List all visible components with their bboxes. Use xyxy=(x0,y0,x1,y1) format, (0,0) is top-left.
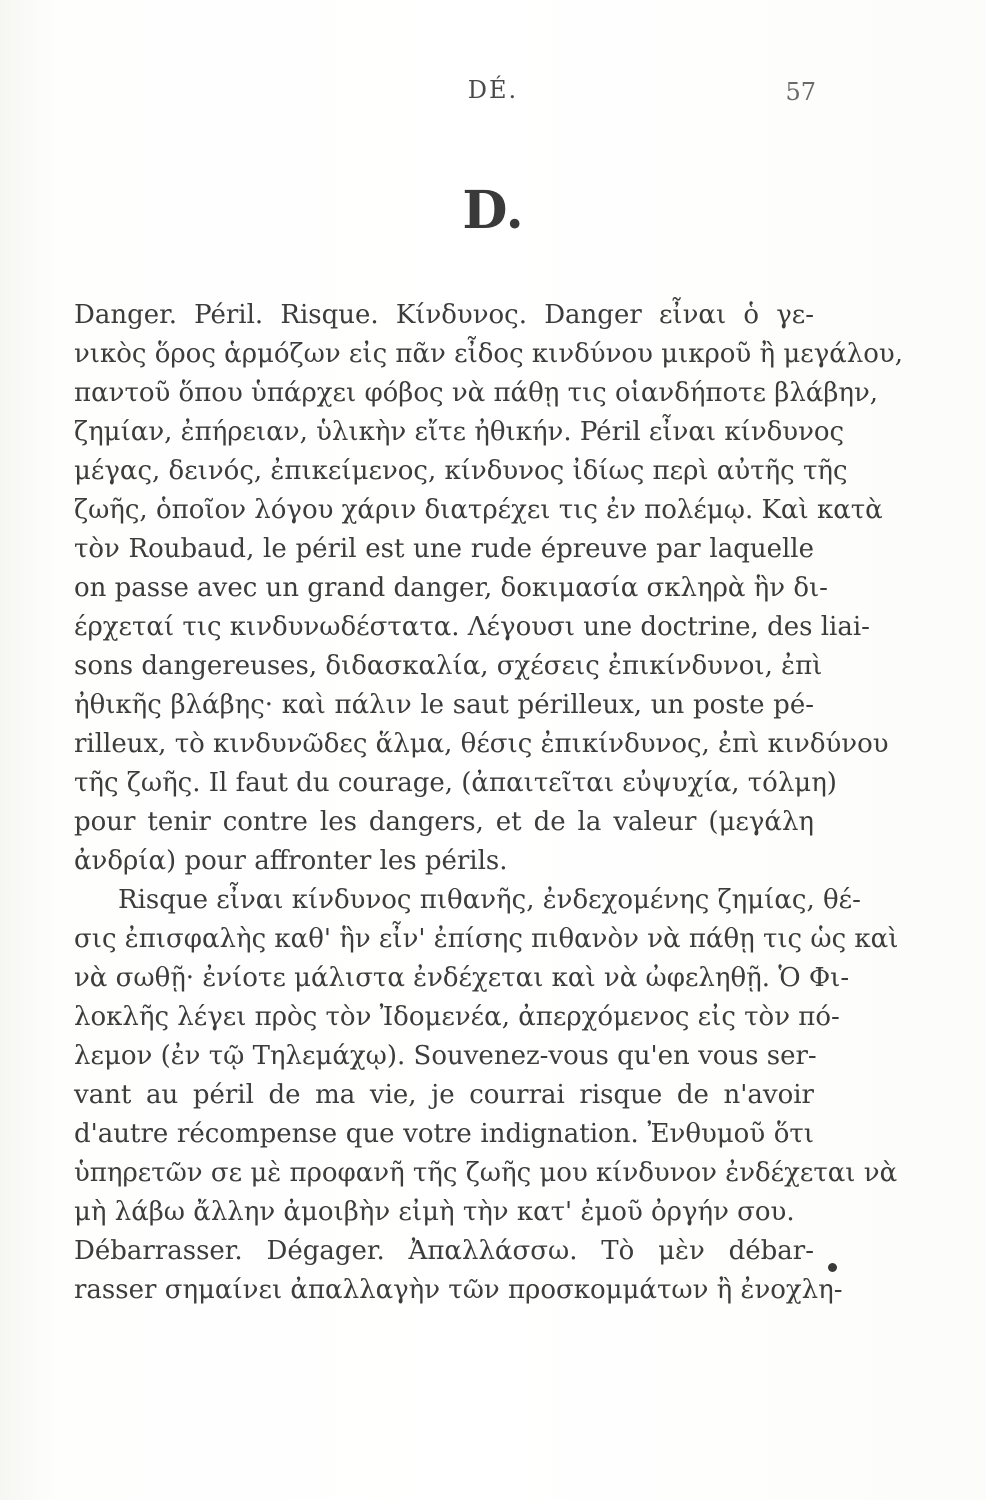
text-line: ζημίαν, ἐπήρειαν, ὑλικὴν εἴτε ἠθικήν. Péril εἶναι κίνδυνος xyxy=(74,417,845,447)
text-line: ζωῆς, ὁποῖον λόγου χάριν διατρέχει τις ἐν πολέμῳ. Καὶ κατὰ xyxy=(74,495,883,525)
text-line: Débarrasser. Dégager. Ἀπαλλάσσω. Τὸ μὲν débar- xyxy=(74,1236,814,1266)
text-line: μὴ λάβω ἄλλην ἀμοιβὴν εἰμὴ τὴν κατ' ἐμοῦ ὀργήν σου. xyxy=(74,1197,795,1227)
text-line: λοκλῆς λέγει πρὸς τὸν Ἰδομενέα, ἀπερχόμενος εἰς τὸν πό- xyxy=(74,1002,840,1032)
page-number: 57 xyxy=(785,78,816,106)
text-line: Danger. Péril. Risque. Κίνδυνος. Danger εἶναι ὁ γε- xyxy=(74,300,814,330)
text-line: σις ἐπισφαλὴς καθ' ἣν εἶν' ἐπίσης πιθανὸν νὰ πάθῃ τις ὡς καὶ xyxy=(74,924,899,954)
text-line: μέγας, δεινός, ἐπικείμενος, κίνδυνος ἰδίως περὶ αὐτῆς τῆς xyxy=(74,456,848,486)
text-line: νικὸς ὅρος ἁρμόζων εἰς πᾶν εἶδος κινδύνου μικροῦ ἢ μεγάλου, xyxy=(74,339,904,369)
text-line: sons dangereuses, διδασκαλία, σχέσεις ἐπικίνδυνοι, ἐπὶ xyxy=(74,651,823,681)
text-line: ἠθικῆς βλάβης· καὶ πάλιν le saut périlleux, un poste pé- xyxy=(74,690,814,720)
text-line: νὰ σωθῇ· ἐνίοτε μάλιστα ἐνδέχεται καὶ νὰ ὠφεληθῇ. Ὁ Φι- xyxy=(74,963,850,993)
text-line: rilleux, τὸ κινδυνῶδες ἅλμα, θέσις ἐπικίνδυνος, ἐπὶ κινδύνου xyxy=(74,729,889,759)
text-line: vant au péril de ma vie, je courrai risque de n'avoir xyxy=(74,1080,814,1110)
text-line: τῆς ζωῆς. Il faut du courage, (ἀπαιτεῖται εὐψυχία, τόλμη) xyxy=(74,768,837,798)
margin-dot-mark xyxy=(828,1263,837,1272)
text-line: pour tenir contre les dangers, et de la valeur (μεγάλη xyxy=(74,807,814,837)
running-head xyxy=(0,76,986,106)
text-line: Risque εἶναι κίνδυνος πιθανῆς, ἐνδεχομένης ζημίας, θέ- xyxy=(118,885,861,915)
text-line: rasser σημαίνει ἀπαλλαγὴν τῶν προσκομμάτων ἢ ἐνοχλη- xyxy=(74,1275,843,1305)
running-title: DÉ. xyxy=(467,76,519,104)
text-line: on passe avec un grand danger, δοκιμασία σκληρὰ ἣν δι- xyxy=(74,573,828,603)
text-line: τὸν Roubaud, le péril est une rude épreuve par laquelle xyxy=(74,534,814,564)
text-line: ἀνδρία) pour affronter les périls. xyxy=(74,846,508,876)
text-line: d'autre récompense que votre indignation. Ἐνθυμοῦ ὅτι xyxy=(74,1119,814,1149)
section-letter: D. xyxy=(462,180,524,241)
text-line: παντοῦ ὅπου ὑπάρχει φόβος νὰ πάθῃ τις οἱανδήποτε βλάβην, xyxy=(74,378,879,408)
text-line: ὑπηρετῶν σε μὲ προφανῆ τῆς ζωῆς μου κίνδυνον ἐνδέχεται νὰ xyxy=(74,1158,898,1188)
text-line: έρχεταί τις κινδυνωδέστατα. Λέγουσι une doctrine, des liai- xyxy=(74,612,870,642)
text-line: λεμον (ἐν τῷ Τηλεμάχῳ). Souvenez-vous qu'en vous ser- xyxy=(74,1041,817,1071)
body-text xyxy=(74,296,904,1310)
